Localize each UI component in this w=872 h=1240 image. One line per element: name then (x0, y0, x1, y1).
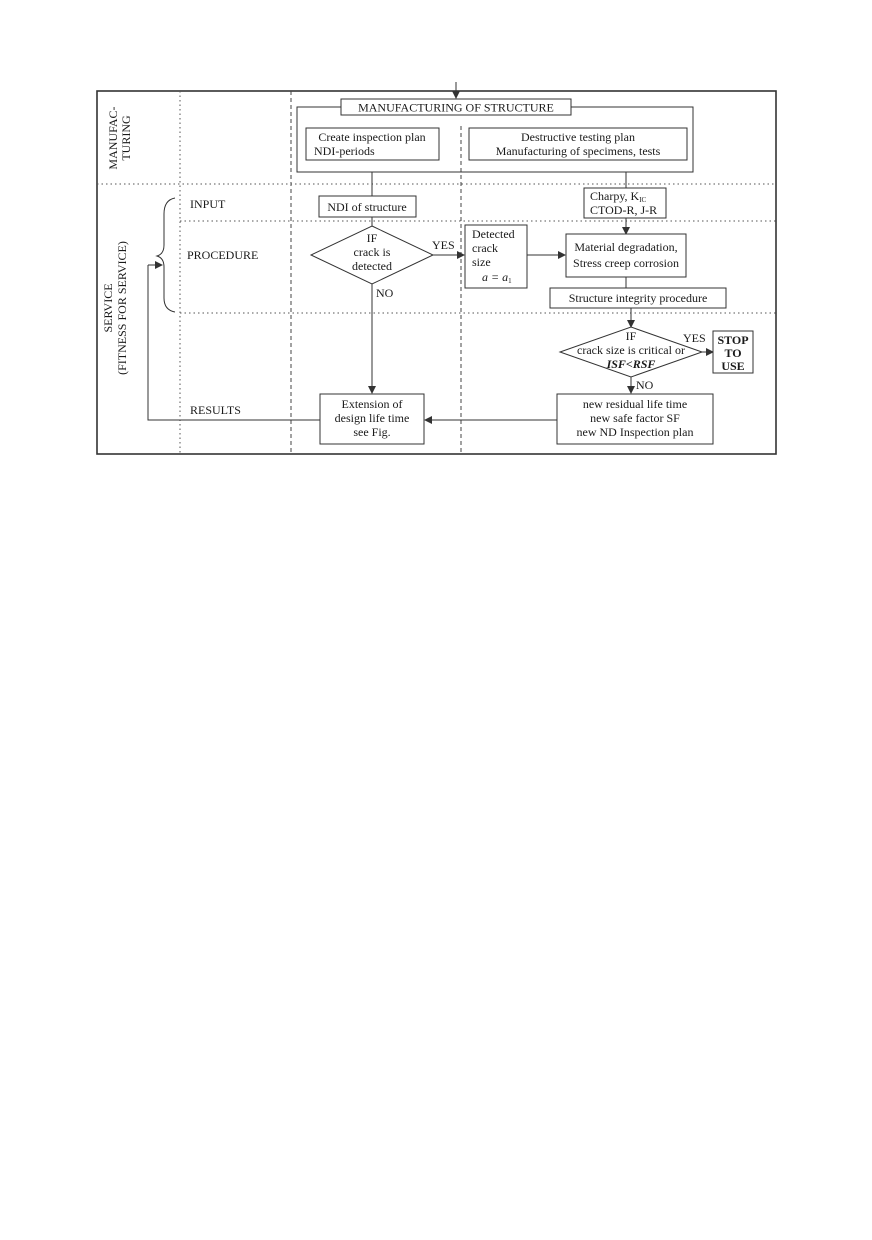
a1-subscript: 1 (508, 277, 512, 285)
box-detected-line-3: size (472, 255, 491, 269)
box-material-line-1: Material degradation, (574, 240, 678, 254)
box-extension-line-1: Extension of (341, 397, 403, 411)
box-extension-line-2: design life time (334, 411, 410, 425)
box-extension-line-3: see Fig. (353, 425, 391, 439)
box-destructive-testing-plan-line-2: Manufacturing of specimens, tests (495, 144, 661, 158)
kic-subscript: IC (639, 196, 647, 204)
lane-label-manufacturing: MANUFAC- (106, 106, 120, 170)
lane-label-manufacturing-2: TURING (119, 115, 133, 161)
edge-label-no-2: NO (636, 378, 654, 392)
box-structure-integrity-label: Structure integrity procedure (568, 291, 708, 305)
box-detected-equation: a = a1 (482, 270, 512, 285)
stage-label-results: RESULTS (190, 403, 241, 417)
box-ndi-of-structure-label: NDI of structure (327, 200, 407, 214)
box-residual-line-1: new residual life time (582, 397, 688, 411)
box-create-inspection-plan-line-1: Create inspection plan (318, 130, 426, 144)
box-material-line-2: Stress creep corrosion (573, 256, 679, 270)
box-stop-line-3: USE (721, 359, 745, 373)
box-manufacturing-of-structure-label: MANUFACTURING OF STRUCTURE (358, 100, 554, 115)
box-destructive-testing-plan-line-1: Destructive testing plan (521, 130, 635, 144)
decision-critical-line-2: crack size is critical or (577, 343, 685, 357)
decision-critical-line-1: IF (625, 329, 637, 343)
decision-crack-detected-line-1: IF (366, 231, 378, 245)
lane-label-service: SERVICE (101, 283, 115, 333)
edge-label-no-1: NO (376, 286, 394, 300)
decision-critical-line-3: ISF<RSF (606, 357, 656, 371)
box-create-inspection-plan-line-2: NDI-periods (314, 144, 375, 158)
service-brace (157, 198, 175, 312)
decision-crack-detected-line-3: detected (352, 259, 392, 273)
edge-label-yes-1: YES (432, 238, 455, 252)
box-stop-line-2: TO (724, 346, 742, 360)
edge-label-yes-2: YES (683, 331, 706, 345)
box-charpy-tests-line-1: Charpy, KIC (590, 189, 647, 204)
feedback-loop-line (148, 265, 320, 420)
box-residual-line-3: new ND Inspection plan (576, 425, 694, 439)
stage-label-procedure: PROCEDURE (187, 248, 259, 262)
box-charpy-tests-line-2: CTOD-R, J-R (590, 203, 658, 217)
box-residual-line-2: new safe factor SF (590, 411, 680, 425)
decision-crack-detected-line-2: crack is (353, 245, 391, 259)
box-detected-line-2: crack (472, 241, 498, 255)
box-stop-line-1: STOP (717, 333, 749, 347)
lane-label-service-2: (FITNESS FOR SERVICE) (115, 241, 129, 375)
box-detected-line-1: Detected (472, 227, 515, 241)
stage-label-input: INPUT (190, 197, 226, 211)
